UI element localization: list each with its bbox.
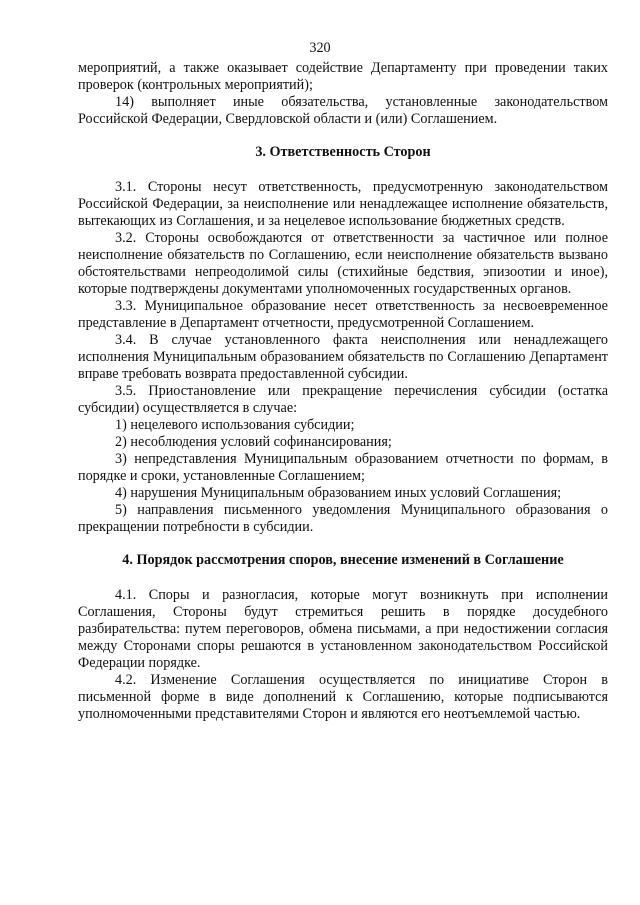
paragraph: 3.3. Муниципальное образование несет ответственность за несвоевременное представление в Департамент отчетности, предусмотренной Соглашением. (78, 298, 608, 331)
paragraph: 3.4. В случае установленного факта неисполнения или ненадлежащего исполнения Муниципальным образованием обязательств по Соглашению Департамент вправе требовать возврата предоставленной субсидии. (78, 332, 608, 382)
paragraph: 4.1. Споры и разногласия, которые могут возникнуть при исполнении Соглашения, Стороны будут стремиться решить в порядке досудебного разбирательства: путем переговоров, обмена письмами, а при недостижении согласия между Сторонами споры решаются в установленном законодательством Российской Федерации порядке. (78, 587, 608, 671)
section-heading: 3. Ответственность Сторон (255, 144, 431, 160)
list-item: 2) несоблюдения условий софинансирования; (115, 434, 392, 450)
paragraph: 3.5. Приостановление или прекращение перечисления субсидии (остатка субсидии) осуществляется в случае: (78, 383, 608, 416)
list-item: 5) направления письменного уведомления Муниципального образования о прекращении потребности в субсидии. (78, 502, 608, 535)
list-item: 1) нецелевого использования субсидии; (115, 417, 355, 433)
paragraph: мероприятий, а также оказывает содействие Департаменту при проведении таких проверок (контрольных мероприятий); (78, 60, 608, 93)
list-item: 4) нарушения Муниципальным образованием иных условий Соглашения; (115, 485, 562, 501)
paragraph: 3.1. Стороны несут ответственность, предусмотренную законодательством Российской Федерации, за неисполнение или ненадлежащее исполнение обязательств, вытекающих из Соглашения, и за нецелевое использование бюджетных средств. (78, 179, 608, 229)
list-item: 3) непредставления Муниципальным образованием отчетности по формам, в порядке и сроки, установленные Соглашением; (78, 451, 608, 484)
document-body (78, 60, 608, 723)
paragraph: 3.2. Стороны освобождаются от ответственности за частичное или полное неисполнение обязательств по Соглашению, если неисполнение обязательств вызвано обстоятельствами непреодолимой силы (стихийные бедствия, эпизоотии и иное), которые подтверждены документами уполномоченных государственных органов. (78, 230, 608, 297)
paragraph: 14) выполняет иные обязательства, установленные законодательством Российской Федерации, Свердловской области и (или) Соглашением. (78, 94, 608, 127)
paragraph: 4.2. Изменение Соглашения осуществляется по инициативе Сторон в письменной форме в виде дополнений к Соглашению, которые подписываются уполномоченными представителями Сторон и являются его неотъемлемой частью. (78, 672, 608, 722)
section-heading: 4. Порядок рассмотрения споров, внесение изменений в Соглашение (122, 552, 564, 568)
page-number: 320 (309, 40, 331, 56)
